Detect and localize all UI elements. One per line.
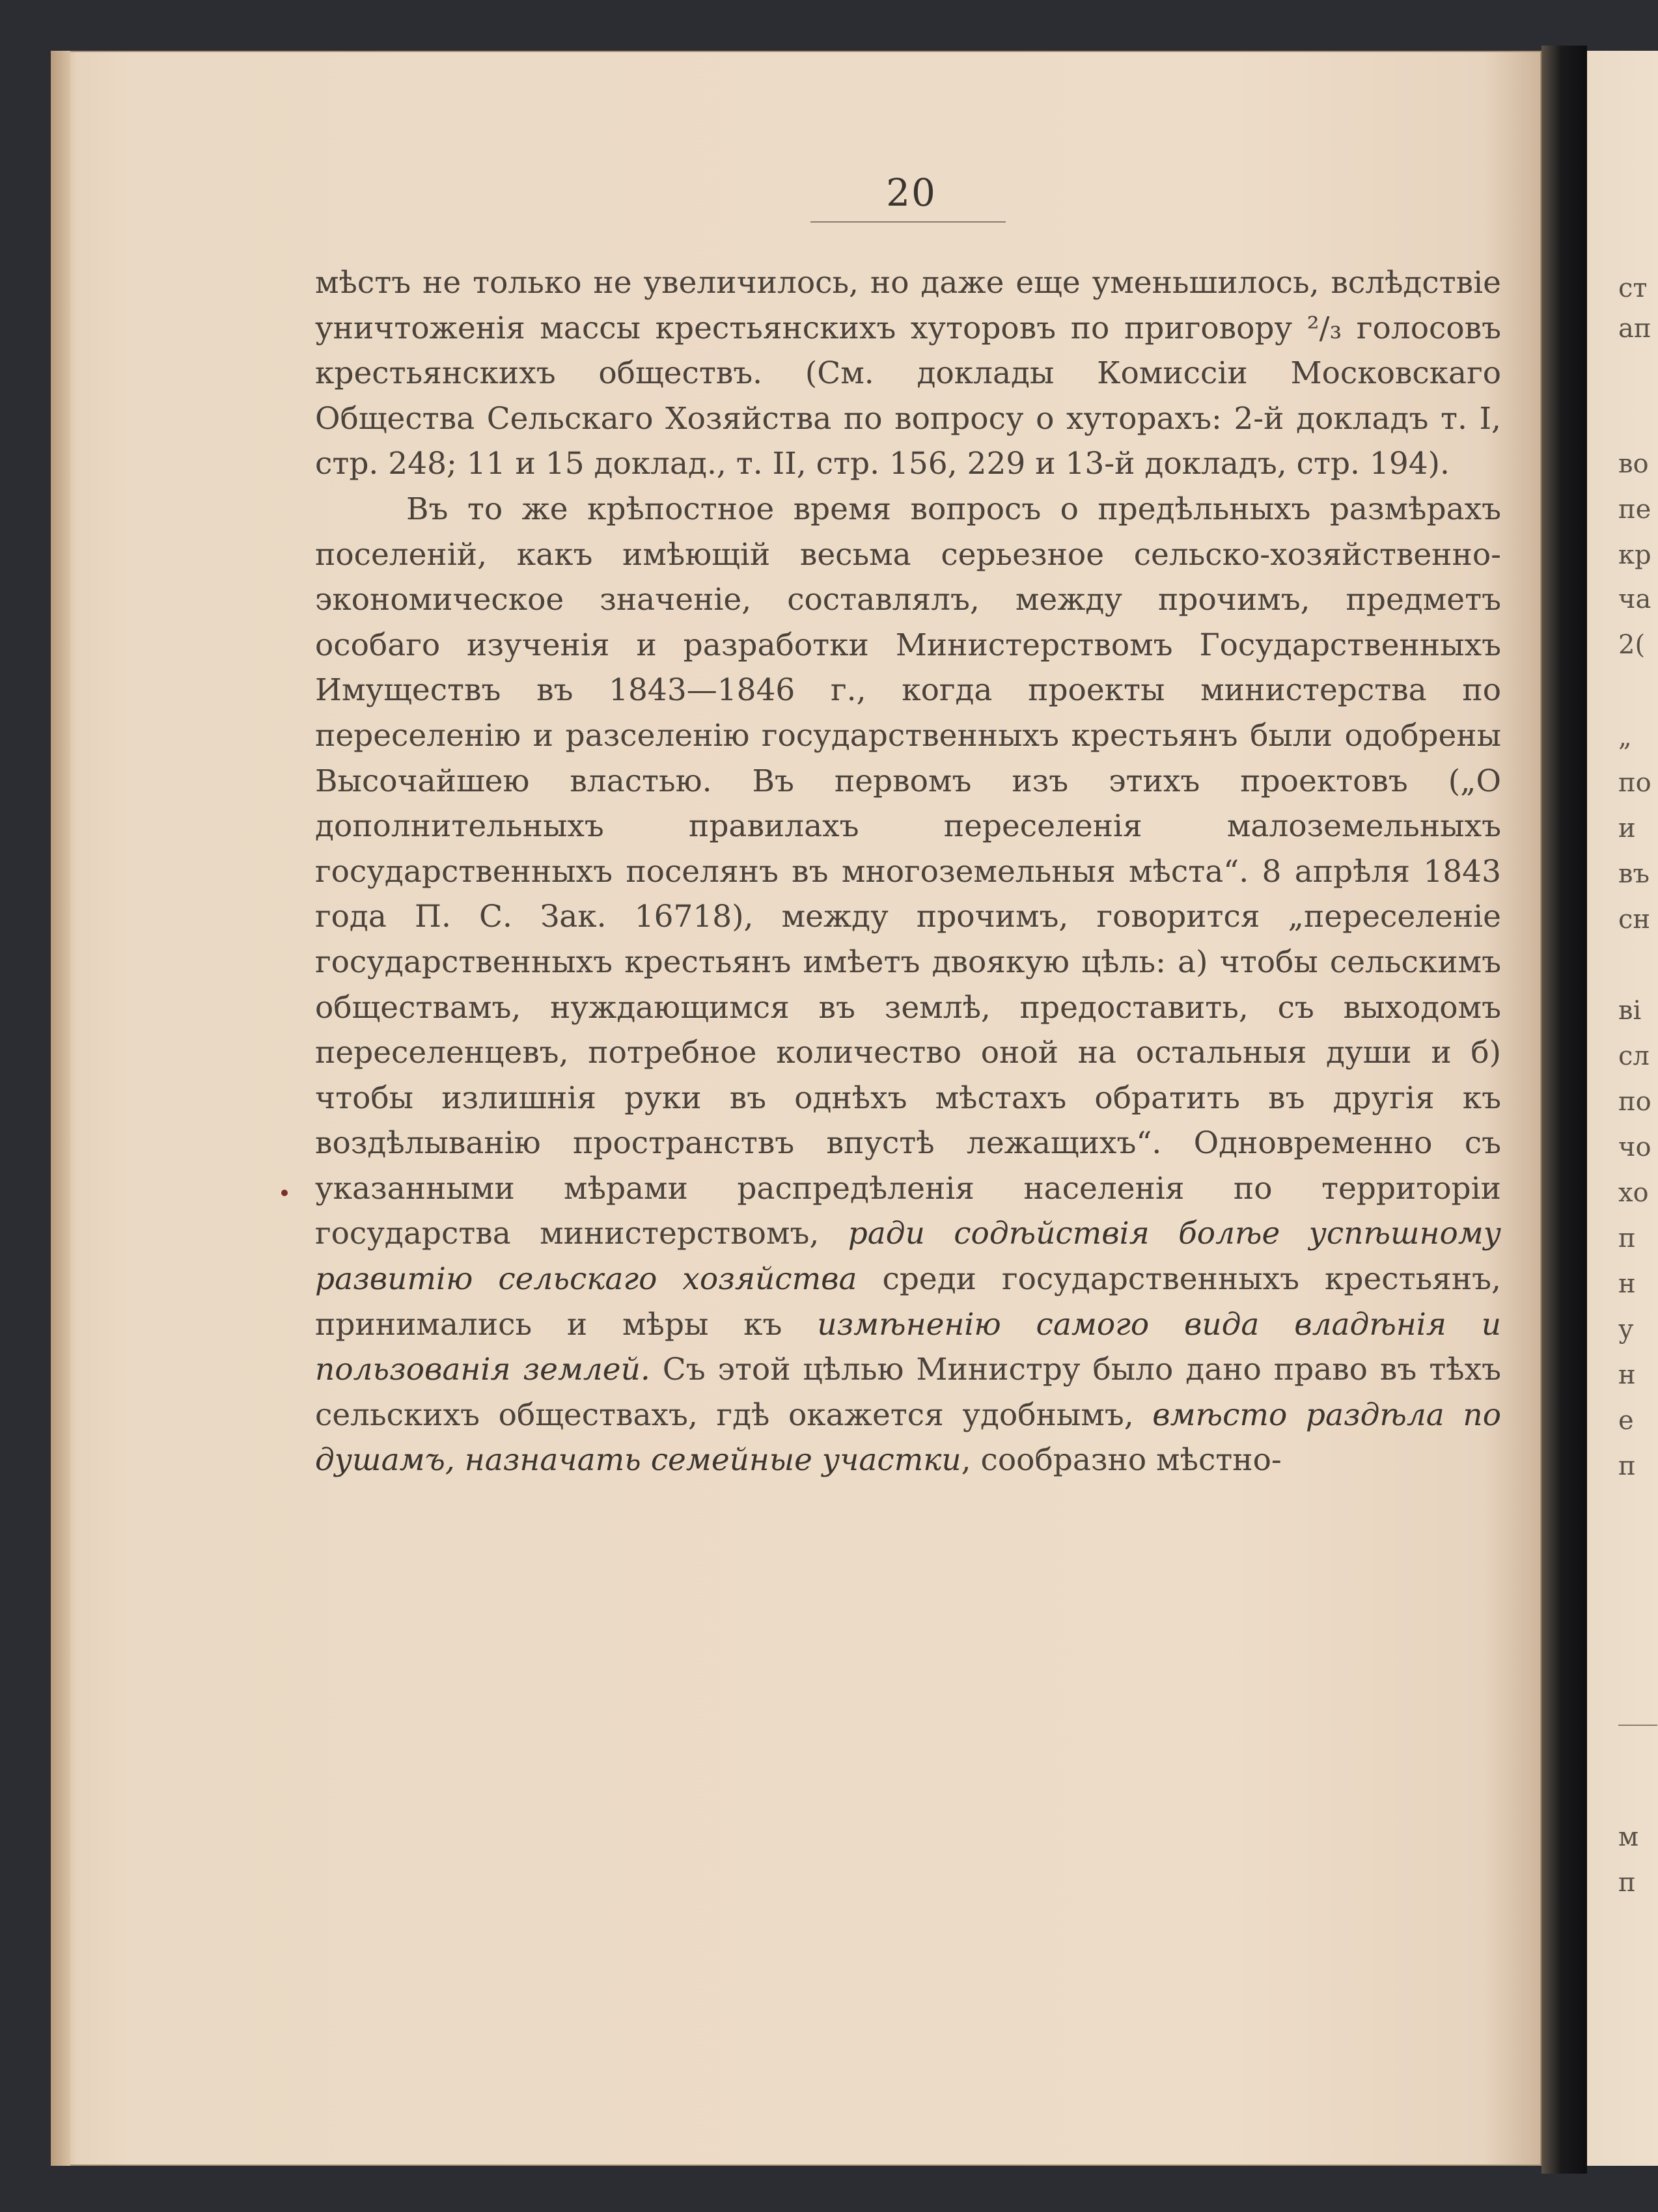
right-page-fragment: пе (1618, 495, 1651, 525)
text-segment: Съ этой цѣлью Министру было дано право въ тѣхъ сельскихъ обществахъ, гдѣ окажется удобнымъ, (315, 1352, 1501, 1433)
text-segment: Въ то же крѣпостное время вопросъ о предѣльныхъ размѣрахъ поселеній, какъ имѣющій весьма серьезное сельско-хозяйственно-экономическое значеніе, составлялъ, между прочимъ, предметъ особаго изученія и разработки Министерствомъ Государственныхъ Имуществъ въ 1843—1846 г., когда проекты министерства по переселенію и разселенію государственныхъ крестьянъ были одобрены Высочайшею властью. Въ первомъ изъ этихъ проектовъ („О дополнительныхъ правилахъ переселенія малоземельныхъ государственныхъ поселянъ въ многоземельныя мѣста“. 8 апрѣля 1843 года П. С. Зак. 16718), между прочимъ, говорится „переселеніе государственныхъ крестьянъ имѣетъ двоякую цѣль: а) чтобы сельскимъ обществамъ, нуждающимся въ землѣ, предоставить, съ выходомъ переселенцевъ, потребное количество оной на остальныя души и б) чтобы излишнія руки въ однѣхъ мѣстахъ обратить въ другія къ воздѣлыванію пространствъ впустѣ лежащихъ“. Одновременно съ указанными мѣрами распредѣленія населенія по территоріи государства министерствомъ, (315, 491, 1501, 1252)
text-segment: , сообразно мѣстно- (961, 1442, 1282, 1479)
right-page-fragment: м (1618, 1822, 1639, 1852)
right-page-fragment: ві (1618, 996, 1642, 1026)
right-page-fragment: ап (1618, 314, 1651, 344)
right-page-fragment: по (1618, 1087, 1651, 1117)
right-page-fragment: ча (1618, 584, 1651, 614)
right-page-fragment: и (1618, 813, 1636, 843)
right-page-fragment: „ (1618, 722, 1632, 752)
italic-text-segment: измѣненію самого вида владѣнія и пользованія землей. (315, 1306, 1501, 1388)
page-body-text (315, 260, 1501, 1483)
right-page-fragment: у (1618, 1315, 1634, 1345)
right-page-fragment: кр (1618, 540, 1651, 570)
right-page-fragment: п (1618, 1223, 1636, 1253)
right-page-fragment: ст (1618, 273, 1648, 303)
right-page-fragment: въ (1618, 859, 1650, 889)
right-page-fragment: п (1618, 1451, 1636, 1481)
book-gutter (1541, 46, 1587, 2174)
page-edge (51, 51, 70, 2166)
page-number: 20 (886, 171, 937, 215)
right-page-rule (1618, 1725, 1657, 1726)
italic-text-segment: вмѣсто раздѣла по душамъ, назначать семейные участки (315, 1397, 1501, 1479)
text-segment: среди государственныхъ крестьянъ, принимались и мѣры къ (315, 1261, 1501, 1343)
right-page-fragment: во (1618, 449, 1649, 479)
paragraph (315, 487, 1501, 1483)
italic-text-segment: ради содѣйствія болѣе успѣшному развитію сельскаго хозяйства (315, 1216, 1501, 1298)
page-number-rule (810, 221, 1006, 223)
paragraph (315, 260, 1501, 487)
right-page-fragment: е (1618, 1406, 1634, 1436)
right-page-fragment: п (1618, 1868, 1636, 1898)
text-segment: мѣстъ не только не увеличилось, но даже еще уменьшилось, вслѣдствіе уничтоженія массы крестьянскихъ хуторовъ по приговору ²/₃ голосовъ крестьянскихъ обществъ. (См. доклады Комиссіи Московскаго Общества Сельскаго Хозяйства по вопросу о хуторахъ: 2-й докладъ т. I, стр. 248; 11 и 15 доклад., т. II, стр. 156, 229 и 13-й докладъ, стр. 194). (315, 265, 1501, 482)
right-page-fragment: хо (1618, 1178, 1649, 1208)
right-page-fragment: по (1618, 768, 1651, 798)
right-page-fragment: чо (1618, 1132, 1651, 1162)
margin-mark (281, 1190, 288, 1196)
right-page-fragment: н (1618, 1360, 1636, 1390)
right-page-fragment: 2( (1618, 630, 1646, 660)
right-page-fragment: н (1618, 1269, 1636, 1299)
right-page-fragment: сл (1618, 1041, 1650, 1071)
right-page-fragment: сн (1618, 905, 1651, 935)
